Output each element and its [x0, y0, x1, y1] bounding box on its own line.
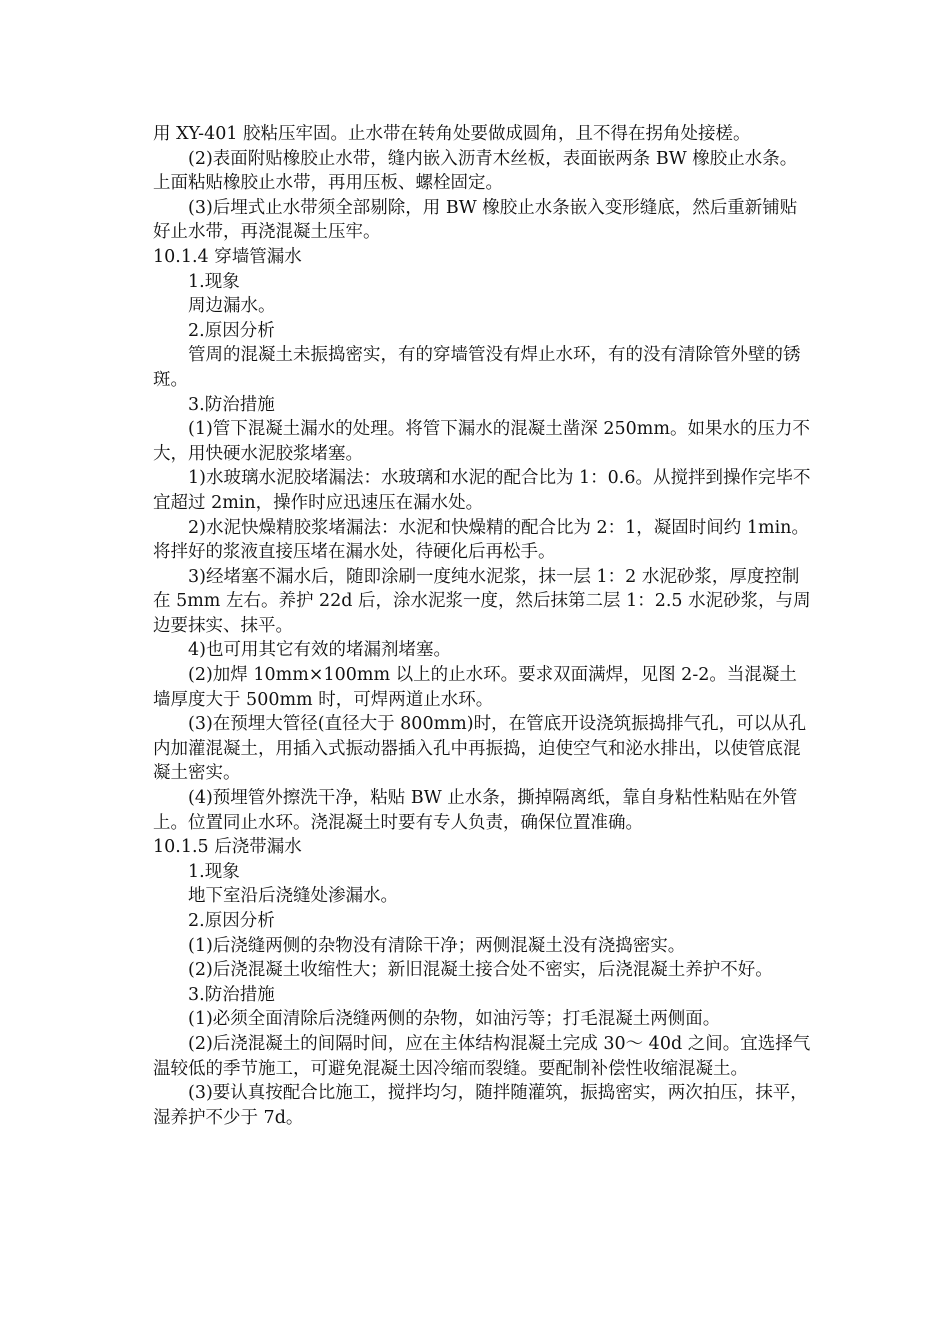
paragraph: (1)后浇缝两侧的杂物没有清除干净；两侧混凝土没有浇捣密实。 [188, 935, 686, 956]
paragraph: 管周的混凝土未振捣密实，有的穿墙管没有焊止水环，有的没有清除管外壁的锈斑。 [153, 345, 801, 390]
subheading: 3.防治措施 [188, 394, 275, 415]
document-page [153, 122, 813, 1130]
paragraph: 1)水玻璃水泥胶堵漏法：水玻璃和水泥的配合比为 1：0.6。从搅拌到操作完毕不宜超过 2min，操作时应迅速压在漏水处。 [153, 468, 811, 513]
paragraph: (2)后浇混凝土收缩性大；新旧混凝土接合处不密实，后浇混凝土养护不好。 [188, 960, 773, 981]
paragraph: (1)必须全面清除后浇缝两侧的杂物，如油污等；打毛混凝土两侧面。 [188, 1009, 721, 1030]
section-heading: 10.1.5 后浇带漏水 [153, 837, 302, 858]
subheading: 1.现象 [188, 861, 240, 882]
paragraph: 2)水泥快燥精胶浆堵漏法：水泥和快燥精的配合比为 2：1，凝固时间约 1min。将拌好的浆液直接压堵在漏水处，待硬化后再松手。 [153, 517, 809, 563]
paragraph: (3)在预埋大管径(直径大于 800mm)时，在管底开设浇筑振捣排气孔，可以从孔内加灌混凝土，用插入式振动器插入孔中再振捣，迫使空气和泌水排出，以使管底混凝土密实。 [153, 714, 807, 784]
subheading: 3.防治措施 [188, 984, 275, 1005]
subheading: 2.原因分析 [188, 911, 275, 931]
paragraph: (1)管下混凝土漏水的处理。将管下漏水的混凝土凿深 250mm。如果水的压力不大，用快硬水泥胶浆堵塞。 [153, 419, 810, 464]
paragraph: 周边漏水。 [188, 296, 276, 317]
paragraph: 地下室沿后浇缝处渗漏水。 [188, 886, 398, 907]
paragraph: (3)要认真按配合比施工，搅拌均匀，随拌随灌筑，振捣密实，两次拍压，抹平，湿养护不少于 7d。 [153, 1083, 808, 1128]
paragraph: 3)经堵塞不漏水后，随即涂刷一度纯水泥浆，抹一层 1：2 水泥砂浆，厚度控制在 5mm 左右。养护 22d 后，涂水泥浆一度，然后抹第二层 1：2.5 水泥砂浆，与周边要抹实、抹平。 [153, 566, 811, 636]
paragraph: (2)表面附贴橡胶止水带，缝内嵌入沥青木丝板，表面嵌两条 BW 橡胶止水条。上面粘贴橡胶止水带，再用压板、螺栓固定。 [153, 148, 798, 194]
paragraph: (4)预埋管外擦洗干净，粘贴 BW 止水条，撕掉隔离纸，靠自身粘性粘贴在外管上。位置同止水环。浇混凝土时要有专人负责，确保位置准确。 [153, 788, 798, 833]
paragraph: (2)后浇混凝土的间隔时间，应在主体结构混凝土完成 30～ 40d 之间。宜选择气温较低的季节施工，可避免混凝土因冷缩而裂缝。要配制补偿性收缩混凝土。 [153, 1033, 811, 1079]
paragraph: (3)后埋式止水带须全部剔除，用 BW 橡胶止水条嵌入变形缝底，然后重新铺贴好止水带，再浇混凝土压牢。 [153, 197, 798, 243]
paragraph: 4)也可用其它有效的堵漏剂堵塞。 [188, 640, 451, 661]
subheading: 1.现象 [188, 271, 240, 292]
section-heading: 10.1.4 穿墙管漏水 [153, 246, 302, 267]
paragraph: (2)加焊 10mm×100mm 以上的止水环。要求双面满焊，见图 2-2。当混凝土墙厚度大于 500mm 时，可焊两道止水环。 [153, 665, 797, 710]
subheading: 2.原因分析 [188, 320, 275, 341]
paragraph: 用 XY-401 胶粘压牢固。止水带在转角处要做成圆角，且不得在拐角处接槎。 [153, 124, 751, 144]
